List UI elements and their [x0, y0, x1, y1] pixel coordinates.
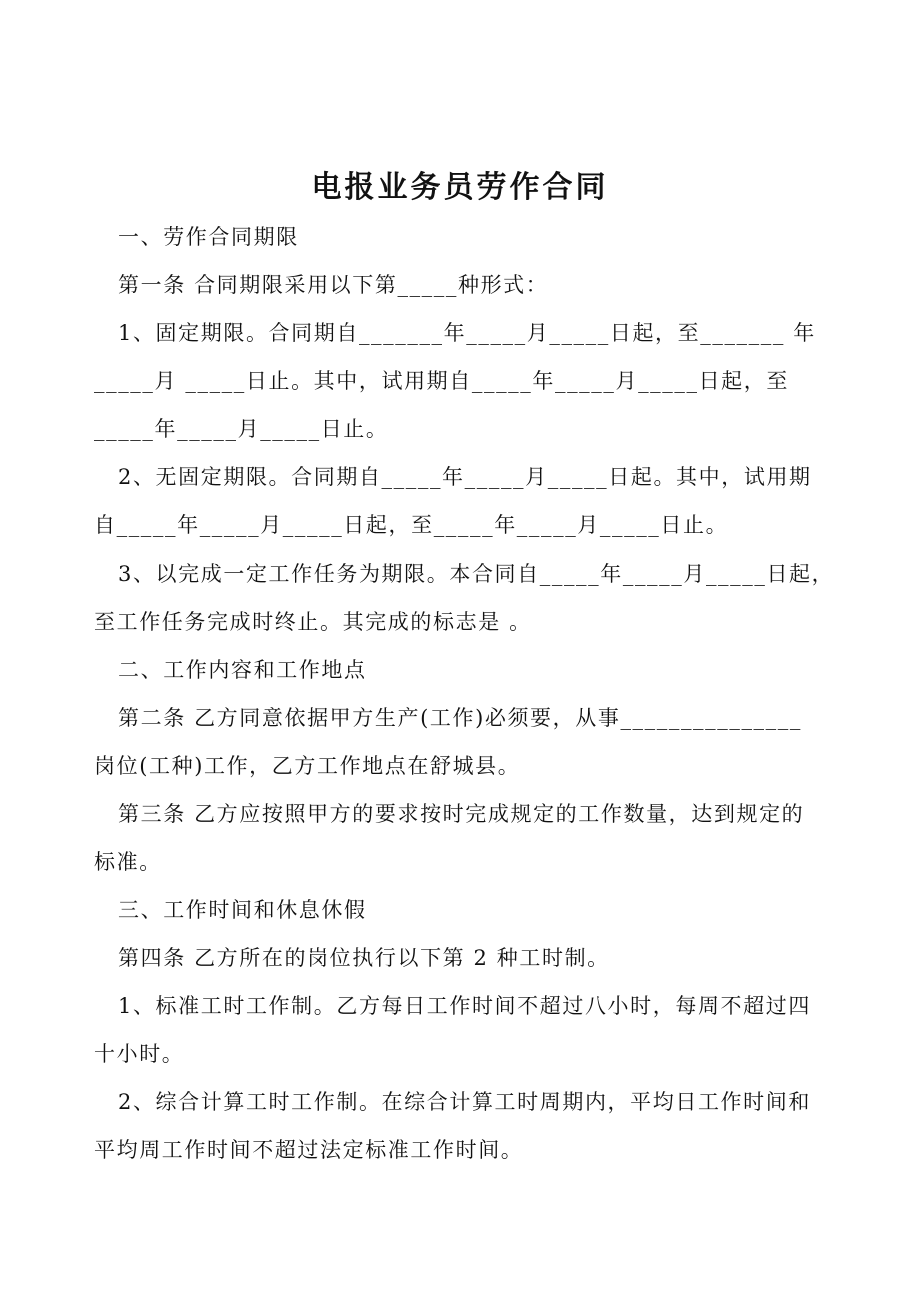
article-text: 第四条 乙方所在的岗位执行以下第 2 种工时制。	[118, 946, 610, 970]
clause-text: 平均周工作时间不超过法定标准工作时间。	[94, 1138, 524, 1162]
clause-text: 至工作任务完成时终止。其完成的标志是 。	[94, 610, 532, 634]
section-heading: 二、工作内容和工作地点	[118, 658, 367, 682]
document-title: 电报业务员劳作合同	[311, 170, 609, 205]
clause-text: 3、以完成一定工作任务为期限。本合同自_____年_____月_____日起，	[118, 562, 835, 586]
article-text: 第二条 乙方同意依据甲方生产(工作)必须要，从事_______________	[118, 706, 802, 730]
clause-text: 十小时。	[94, 1042, 185, 1066]
clause-text: 1、固定期限。合同期自_______年_____月_____日起，至_______ 年	[118, 321, 816, 345]
article-text: 岗位(工种)工作，乙方工作地点在舒城县。	[94, 754, 521, 778]
clause-text: 2、综合计算工时工作制。在综合计算工时周期内，平均日工作时间和	[118, 1090, 811, 1114]
clause-text: 1、标准工时工作制。乙方每日工作时间不超过八小时，每周不超过四	[118, 994, 811, 1018]
article-text: 第三条 乙方应按照甲方的要求按时完成规定的工作数量，达到规定的	[118, 802, 805, 826]
clause-text: _____月 _____日止。其中，试用期自_____年_____月_____日起，至	[94, 369, 789, 393]
clause-text: 2、无固定期限。合同期自_____年_____月_____日起。其中，试用期	[118, 465, 812, 489]
section-heading: 一、劳作合同期限	[118, 225, 299, 249]
article-text: 标准。	[94, 850, 162, 874]
article-text: 第一条 合同期限采用以下第_____种形式：	[118, 273, 549, 297]
section-heading: 三、工作时间和休息休假	[118, 898, 367, 922]
clause-text: _____年_____月_____日止。	[94, 417, 389, 441]
clause-text: 自_____年_____月_____日起，至_____年_____月_____日止。	[94, 513, 729, 537]
